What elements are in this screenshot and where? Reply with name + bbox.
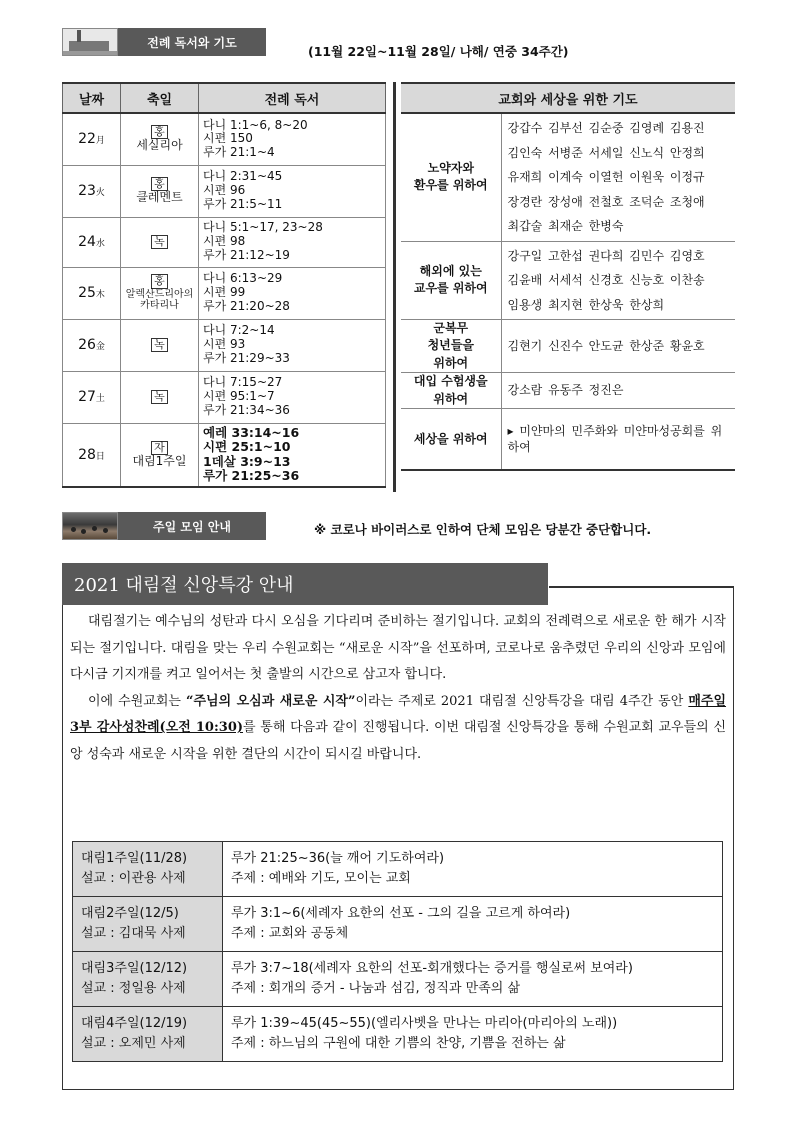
reading: 루가 21:25~36 [203,468,300,484]
liturgical-color-tag: 녹 [151,390,168,404]
readings-cell [199,423,386,487]
reading: 다니 6:13~29 [203,271,283,286]
reading: 다니 5:1~17, 23~28 [203,220,323,235]
day-cell: 23火 [63,165,121,217]
names-line: 강구일 고한섭 권다희 김민수 김영호 [507,248,705,263]
names-line: 김인숙 서병준 서세일 신노식 안정희 [507,145,705,160]
week-cell: 대림1주일(11/28) 설교 : 이관용 사제 [73,842,223,897]
reading: 시편 95:1~7 [203,389,275,404]
day-cell: 25木 [63,267,121,319]
day-cell: 22月 [63,113,121,165]
feast-name: 대림1주일 [132,453,187,468]
feast-cell [121,423,199,487]
covid-notice: ※ 코로나 바이러스로 인하여 단체 모임은 당분간 중단합니다. [314,522,652,537]
liturgical-color-tag: 홍 [151,274,168,288]
readings-cell [199,165,386,217]
names-line: 김현기 신진수 안도균 한상준 황윤호 [507,338,705,353]
lectionary-section-label: 전례 독서와 기도 [118,28,266,56]
feast-cell [121,371,199,423]
prayer-names [501,241,735,320]
prayer-row [401,320,735,373]
header-date: 날짜 [63,83,121,113]
advent-schedule-row [73,842,723,897]
feast-cell [121,217,199,267]
reading: 시편 150 [203,131,253,146]
advent-schedule-row [73,1007,723,1062]
advent-service-time: 매주일 3부 감사성찬례(오전 10:30) [70,693,727,735]
advent-title: 2021 대림절 신앙특강 안내 [62,563,548,605]
names-line: ▸ 미얀마의 민주화와 미얀마성공회를 위하여 [507,424,723,455]
liturgical-color-tag: 자 [151,441,168,455]
lectionary-row [63,371,386,423]
reading: 시편 99 [203,285,246,300]
prayer-names [501,373,735,409]
feast-name: 클레멘트 [136,190,183,205]
names-line: 임용생 최지현 한상욱 한상희 [507,297,665,312]
prayer-row [401,113,735,241]
reading: 루가 21:34~36 [203,402,290,417]
content-cell: 루가 21:25~36(늘 깨어 기도하여라) 주제 : 예배와 기도, 모이는 교회 [223,842,723,897]
meeting-photo [62,512,118,540]
feast-cell [121,267,199,319]
advent-schedule-row [73,897,723,952]
prayer-topic: 노약자와 환우를 위하여 [401,113,501,241]
readings-cell [199,267,386,319]
lectionary-row [63,423,386,487]
names-line: 장경란 장성애 전철호 조덕순 조청애 [507,194,705,209]
reading: 루가 21:12~19 [203,247,290,262]
content-cell: 루가 1:39~45(45~55)(엘리사벳을 만나는 마리아(마리아의 노래)) 주제 : 하느님의 구원에 대한 기쁨의 찬양, 기쁨을 전하는 삶 [223,1007,723,1062]
reading: 루가 21:1~4 [203,145,275,160]
prayer-row [401,241,735,320]
reading: 다니 7:2~14 [203,323,275,338]
prayer-names [501,408,735,470]
reading: 루가 21:5~11 [203,196,283,211]
advent-theme: “주님의 오심과 새로운 시작” [186,693,356,709]
reading: 루가 21:29~33 [203,350,290,365]
liturgical-color-tag: 홍 [151,177,168,191]
sunday-section-tag [62,512,266,540]
liturgical-color-tag: 홍 [151,125,168,139]
readings-cell [199,371,386,423]
prayer-names [501,113,735,241]
prayer-topic: 해외에 있는 교우를 위하여 [401,241,501,320]
names-line: 강갑수 김부선 김순중 김영례 김용진 [507,121,705,135]
feast-name: 알렉산드리아의 카타리나 [125,288,194,312]
prayer-topic: 군복무 청년들을 위하여 [401,320,501,373]
readings-cell [199,217,386,267]
prayer-topic: 대입 수험생을 위하여 [401,373,501,409]
lectionary-section-tag [62,28,266,56]
content-cell: 루가 3:1~6(세례자 요한의 선포 - 그의 길을 고르게 하여라) 주제 : 교회와 공동체 [223,897,723,952]
reading: 시편 25:1~10 [203,439,291,455]
lectionary-row [63,267,386,319]
header-readings: 전례 독서 [199,83,386,113]
advent-paragraph-1: 대림절기는 예수님의 성탄과 다시 오심을 기다리며 준비하는 절기입니다. 교회의 전례력으로 새로운 한 해가 시작되는 절기입니다. 대림을 맞는 우리 수원교회는 “새로운 시작”을 선포하며, 코로나로 움추렸던 우리의 신앙과 모임에 다시금 기지개를 켜고 일어서는 첫 출발의 시간으로 삼고자 합니다. [70,614,726,682]
feast-cell [121,113,199,165]
names-line: 김윤배 서세석 신경호 신능호 이찬송 [507,273,705,287]
lectionary-row [63,165,386,217]
church-icon [62,28,118,56]
reading: 다니 1:1~6, 8~20 [203,117,308,132]
reading: 다니 2:31~45 [203,169,283,184]
names-line: 유재희 이계숙 이열헌 이원욱 이정규 [507,170,705,184]
header-feast: 축일 [121,83,199,113]
reading: 시편 93 [203,337,246,352]
reading: 시편 98 [203,234,246,249]
reading: 1데살 3:9~13 [203,453,291,469]
feast-name: 세실리아 [136,138,183,153]
day-cell: 24水 [63,217,121,267]
names-line: 최갑술 최재순 한병숙 [507,219,624,233]
day-cell: 26金 [63,319,121,371]
prayer-row [401,408,735,470]
day-cell: 28日 [63,423,121,487]
advent-schedule-table [72,841,723,1062]
date-range: (11월 22일~11월 28일/ 나해/ 연중 34주간) [308,44,569,59]
prayer-names [501,320,735,373]
reading: 예레 33:14~16 [203,425,300,440]
prayer-header: 교회와 세상을 위한 기도 [401,83,735,113]
week-cell: 대림2주일(12/5) 설교 : 김대묵 사제 [73,897,223,952]
liturgical-color-tag: 녹 [151,235,168,249]
lectionary-row [63,217,386,267]
prayer-row [401,373,735,409]
feast-cell [121,319,199,371]
prayer-topic: 세상을 위하여 [401,408,501,470]
day-cell: 27土 [63,371,121,423]
advent-paragraph-2: 이에 수원교회는 “주님의 오심과 새로운 시작”이라는 주제로 2021 대림절 신앙특강을 대림 4주간 동안 매주일 3부 감사성찬례(오전 10:30)를 통해 다음과 같이 진행됩니다. 이번 대림절 신앙특강을 통해 수원교회 교우들의 신앙 성숙과 새로운 시작을 위한 결단의 시간이 되시길 바랍니다. [70,693,727,762]
table-divider [393,82,396,492]
reading: 루가 21:20~28 [203,298,290,313]
advent-body [70,609,726,768]
reading: 시편 96 [203,183,246,198]
readings-cell [199,319,386,371]
content-cell: 루가 3:7~18(세례자 요한의 선포-회개했다는 증거를 행실로써 보여라) 주제 : 회개의 증거 - 나눔과 섬김, 정직과 만족의 삶 [223,952,723,1007]
liturgical-color-tag: 녹 [151,338,168,352]
prayer-table [401,82,735,471]
lectionary-row [63,319,386,371]
reading: 다니 7:15~27 [203,375,283,390]
names-line: 강소람 유동주 정진은 [507,383,624,398]
feast-cell [121,165,199,217]
lectionary-row [63,113,386,165]
readings-cell [199,113,386,165]
week-cell: 대림4주일(12/19) 설교 : 오제민 사제 [73,1007,223,1062]
advent-schedule-row [73,952,723,1007]
week-cell: 대림3주일(12/12) 설교 : 정일용 사제 [73,952,223,1007]
sunday-section-label: 주일 모임 안내 [118,512,266,540]
lectionary-table [62,82,386,488]
